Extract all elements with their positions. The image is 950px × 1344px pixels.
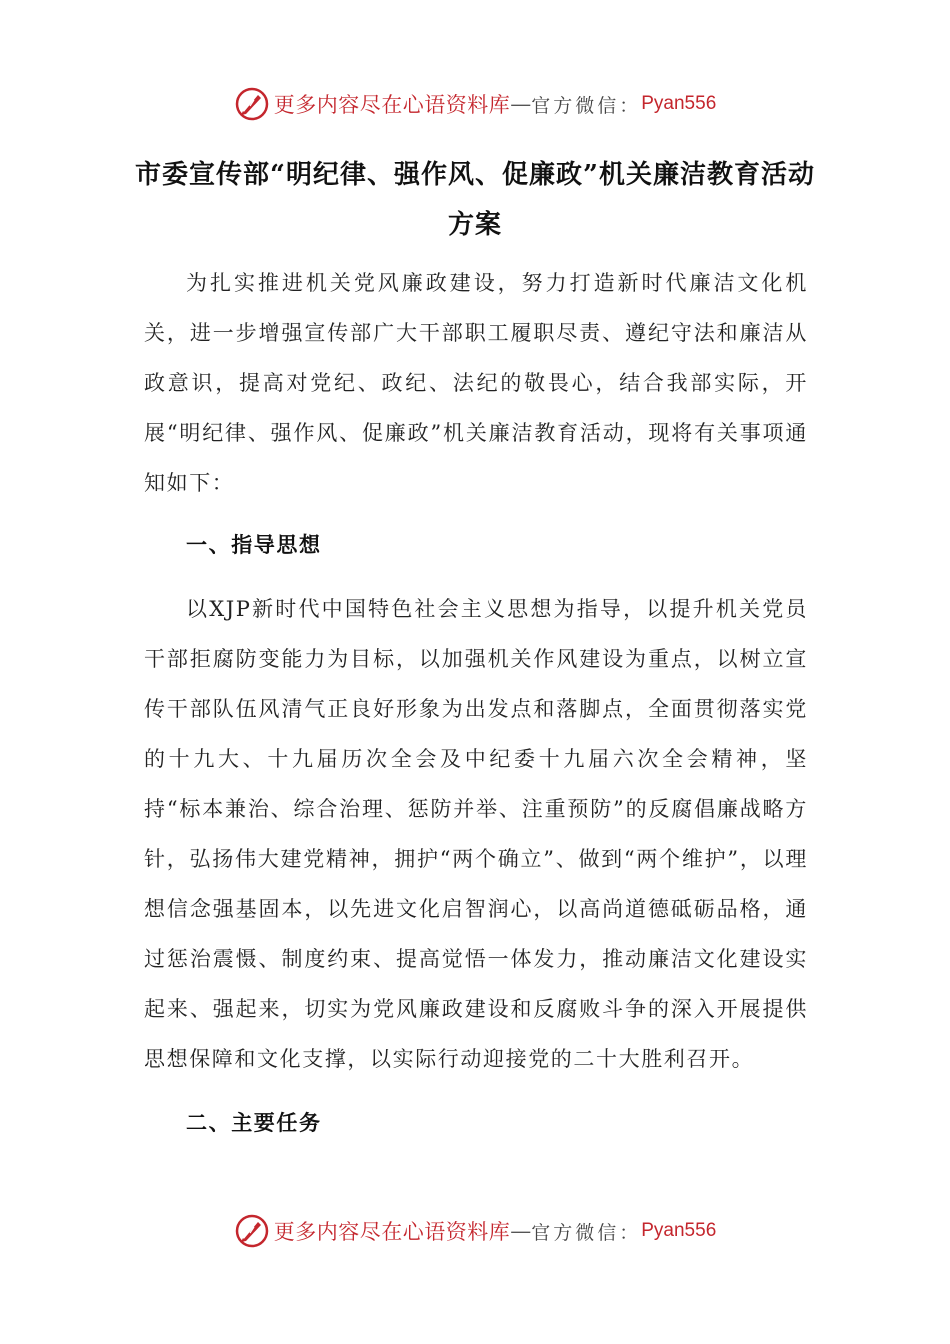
banner-wechat-id: Pyan556 [641, 93, 717, 114]
banner-wechat-label: 官方微信： [531, 1221, 642, 1244]
banner-text: 更多内容尽在心语资料库 [273, 93, 511, 117]
section-paragraph: 以XJP新时代中国特色社会主义思想为指导，以提升机关党员干部拒腐防变能力为目标，以加强机关作风建设为重点，以树立宣传干部队伍风清气正良好形象为出发点和落脚点，全面贯彻落实党的十九大、十九届历次全会及中纪委十九届六次全会精神，坚持“标本兼治、综合治理、惩防并举、注重预防”的反腐倡廉战略方针，弘扬伟大建党精神，拥护“两个确立”、做到“两个维护”，以理想信念强基固本，以先进文化启智润心，以高尚道德砥砺品格，通过惩治震慑、制度约束、提高觉悟一体发力，推动廉洁文化建设实起来、强起来，切实为党风廉政建设和反腐败斗争的深入开展提供思想保障和文化支撑，以实际行动迎接党的二十大胜利召开。 [144, 597, 808, 1071]
header-banner [0, 80, 950, 128]
banner-dash: — [510, 92, 532, 116]
section-heading: 一、指导思想 [186, 532, 322, 557]
section-heading: 二、主要任务 [186, 1110, 322, 1135]
intro-paragraph: 为扎实推进机关党风廉政建设，努力打造新时代廉洁文化机关，进一步增强宣传部广大干部职工履职尽责、遵纪守法和廉洁从政意识，提高对党纪、政纪、法纪的敬畏心，结合我部实际，开展“明纪律、强作风、促廉政”机关廉洁教育活动，现将有关事项通知如下： [144, 271, 808, 495]
document-body [144, 258, 808, 1162]
quill-logo-icon [234, 86, 270, 122]
banner-wechat-label: 官方微信： [531, 94, 642, 117]
banner-dash: — [510, 1219, 532, 1243]
document-title: 市委宣传部“明纪律、强作风、促廉政”机关廉洁教育活动方案 [135, 160, 815, 240]
banner-text: 更多内容尽在心语资料库 [273, 1220, 511, 1244]
banner-wechat-id: Pyan556 [641, 1220, 717, 1241]
quill-logo-icon [234, 1213, 270, 1249]
footer-banner [0, 1207, 950, 1255]
